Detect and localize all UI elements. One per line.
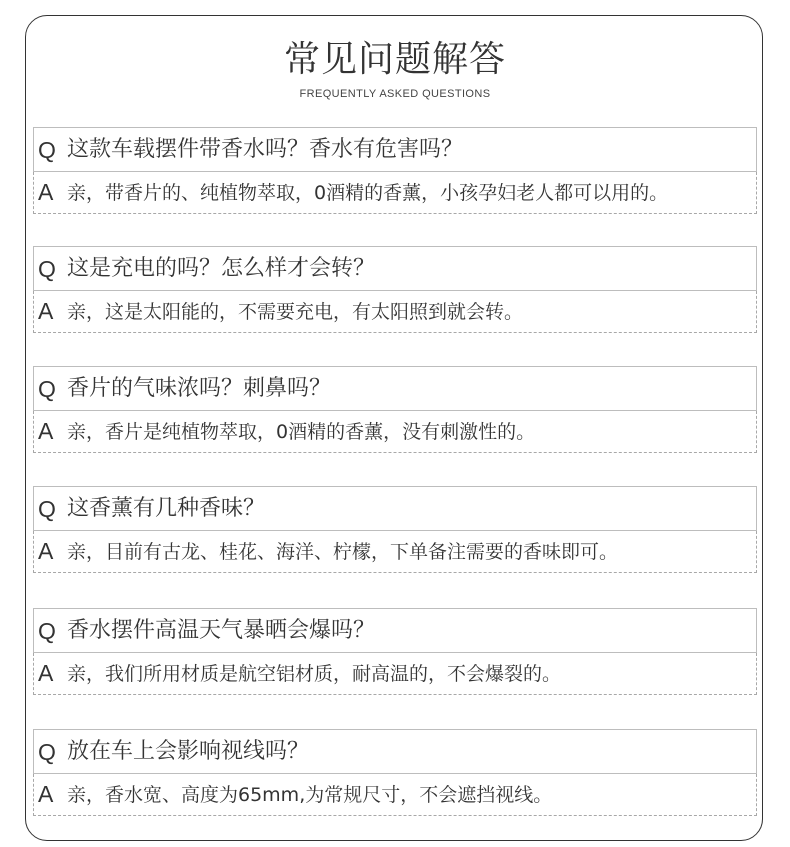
answer-text: 亲，我们所用材质是航空铝材质，耐高温的，不会爆裂的。 <box>67 663 562 685</box>
question-marker: Q <box>38 137 56 163</box>
answer-box <box>33 411 757 453</box>
question-box <box>33 608 757 653</box>
answer-box <box>33 291 757 333</box>
question-box <box>33 729 757 774</box>
answer-box <box>33 531 757 573</box>
question-text: 这款车载摆件带香水吗？香水有危害吗？ <box>67 137 464 162</box>
question-text: 香水摆件高温天气暴晒会爆吗？ <box>67 618 376 643</box>
question-text: 香片的气味浓吗？刺鼻吗？ <box>67 376 332 401</box>
question-marker: Q <box>38 256 56 282</box>
question-text: 这是充电的吗？怎么样才会转？ <box>67 256 376 281</box>
answer-text: 亲，带香片的、纯植物萃取，0酒精的香薰，小孩孕妇老人都可以用的。 <box>67 182 669 204</box>
answer-marker: A <box>38 298 54 324</box>
answer-box <box>33 172 757 214</box>
answer-marker: A <box>38 660 54 686</box>
question-marker: Q <box>38 376 56 402</box>
answer-box <box>33 774 757 816</box>
answer-text: 亲，目前有古龙、桂花、海洋、柠檬，下单备注需要的香味即可。 <box>67 541 619 563</box>
answer-marker: A <box>38 418 54 444</box>
question-marker: Q <box>38 739 56 765</box>
question-box <box>33 366 757 411</box>
answer-marker: A <box>38 538 54 564</box>
answer-box <box>33 653 757 695</box>
answer-text: 亲，这是太阳能的，不需要充电，有太阳照到就会转。 <box>67 301 524 323</box>
page-subtitle: FREQUENTLY ASKED QUESTIONS <box>299 88 491 100</box>
answer-marker: A <box>38 781 54 807</box>
question-box <box>33 246 757 291</box>
page-title: 常见问题解答 <box>283 39 506 80</box>
answer-text: 亲，香片是纯植物萃取，0酒精的香薰，没有刺激性的。 <box>67 421 536 443</box>
question-marker: Q <box>38 618 56 644</box>
question-box <box>33 486 757 531</box>
answer-marker: A <box>38 179 54 205</box>
answer-text: 亲，香水宽、高度为65mm,为常规尺寸，不会遮挡视线。 <box>67 784 553 806</box>
question-text: 放在车上会影响视线吗？ <box>67 739 310 764</box>
question-text: 这香薰有几种香味？ <box>67 496 266 521</box>
question-marker: Q <box>38 496 56 522</box>
question-box <box>33 127 757 172</box>
